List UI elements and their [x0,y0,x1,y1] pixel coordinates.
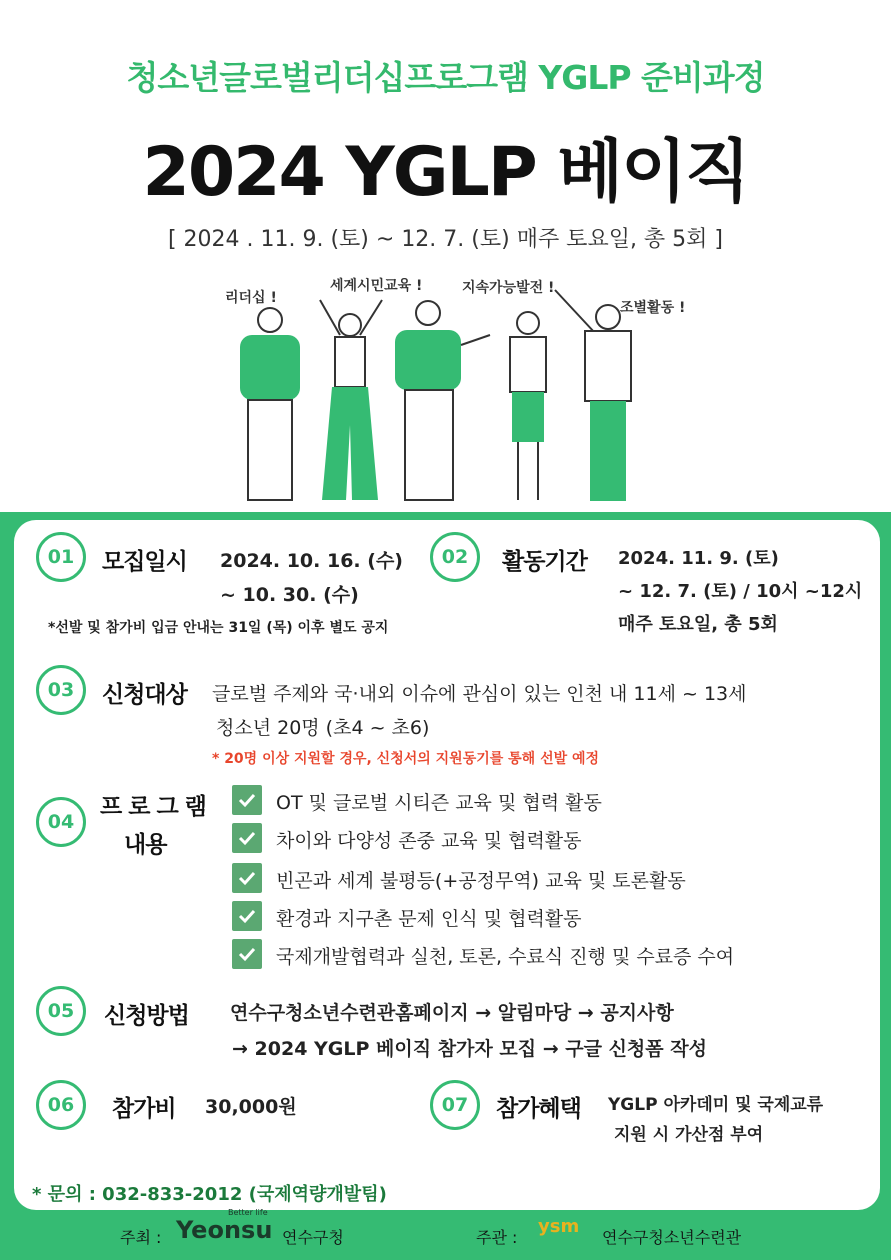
check-icon [232,863,262,893]
yeonsu-logo-tagline: Better life [228,1208,268,1217]
program-item: 환경과 지구촌 문제 인식 및 협력활동 [276,908,582,930]
bubble-global-citizen: 세계시민교육 ! [330,278,423,294]
section-07-label: 참가혜택 [496,1096,581,1122]
section-04-label-line2: 내용 [124,832,167,858]
ysm-logo: ysm [538,1216,580,1237]
section-06-label: 참가비 [112,1096,176,1122]
section-07-badge: 07 [430,1080,480,1130]
section-01-label: 모집일시 [102,549,187,575]
recruit-note: *선발 및 참가비 입금 안내는 31일 (목) 이후 별도 공지 [48,620,389,636]
person-3-figure [395,301,490,500]
bubble-group-activity: 조별활동 ! [620,300,686,316]
section-06-badge: 06 [36,1080,86,1130]
people-illustration [200,265,700,515]
organizer-name: 연수구청소년수련관 [602,1228,742,1247]
program-item: OT 및 글로벌 시티즌 교육 및 협력 활동 [276,792,602,814]
person-4-figure [510,312,546,500]
activity-start: 2024. 11. 9. (토) [618,548,779,569]
program-item: 빈곤과 세계 불평등(+공정무역) 교육 및 토론활동 [276,870,686,892]
host-label: 주최 : [120,1228,162,1247]
section-04-label-line1: 프 로 그 램 [100,794,206,820]
benefit-line2: 지원 시 가산점 부여 [614,1125,764,1145]
person-5-figure [555,290,631,501]
target-line-2: 청소년 20명 (초4 ~ 초6) [216,717,430,739]
section-04-badge: 04 [36,797,86,847]
bubble-leadership: 리더십 ! [225,290,277,306]
section-03-label: 신청대상 [102,682,187,708]
check-icon [232,939,262,969]
apply-path-line2: → 2024 YGLP 베이직 참가자 모집 → 구글 신청폼 작성 [232,1038,707,1060]
page-title: 2024 YGLP 베이직 [142,133,749,212]
section-05-label: 신청방법 [104,1003,189,1029]
person-2-figure [320,300,382,500]
section-02-label: 활동기간 [502,549,587,575]
check-icon [232,823,262,853]
apply-path-line1: 연수구청소년수련관홈페이지 → 알림마당 → 공지사항 [230,1002,674,1024]
check-icon [232,785,262,815]
host-name: 연수구청 [282,1228,344,1247]
program-item: 국제개발협력과 실천, 토론, 수료식 진행 및 수료증 수여 [276,946,735,968]
activity-end: ~ 12. 7. (토) / 10시 ~12시 [618,581,863,602]
program-subtitle: 청소년글로벌리더십프로그램 YGLP 준비과정 [126,58,765,97]
section-03-badge: 03 [36,665,86,715]
activity-frequency: 매주 토요일, 총 5회 [618,614,778,635]
yeonsu-logo: Yeonsu [176,1216,273,1244]
participation-fee: 30,000원 [205,1096,297,1118]
inquiry-contact: * 문의 : 032-833-2012 (국제역량개발팀) [32,1184,387,1205]
person-1-figure [240,308,300,500]
schedule-dates: [ 2024 . 11. 9. (토) ~ 12. 7. (토) 매주 토요일, 총 5회 ] [167,227,724,252]
target-line-1: 글로벌 주제와 국·내외 이슈에 관심이 있는 인천 내 11세 ~ 13세 [212,683,747,705]
recruit-end: ~ 10. 30. (수) [220,584,359,606]
check-icon [232,901,262,931]
target-note: * 20명 이상 지원할 경우, 신청서의 지원동기를 통해 선발 예정 [212,751,600,767]
recruit-start: 2024. 10. 16. (수) [220,550,403,572]
benefit-line1: YGLP 아카데미 및 국제교류 [608,1095,824,1115]
bubble-sustainable: 지속가능발전 ! [462,280,555,296]
program-item: 차이와 다양성 존중 교육 및 협력활동 [276,830,582,852]
section-05-badge: 05 [36,986,86,1036]
section-01-badge: 01 [36,532,86,582]
section-02-badge: 02 [430,532,480,582]
organizer-label: 주관 : [476,1228,518,1247]
